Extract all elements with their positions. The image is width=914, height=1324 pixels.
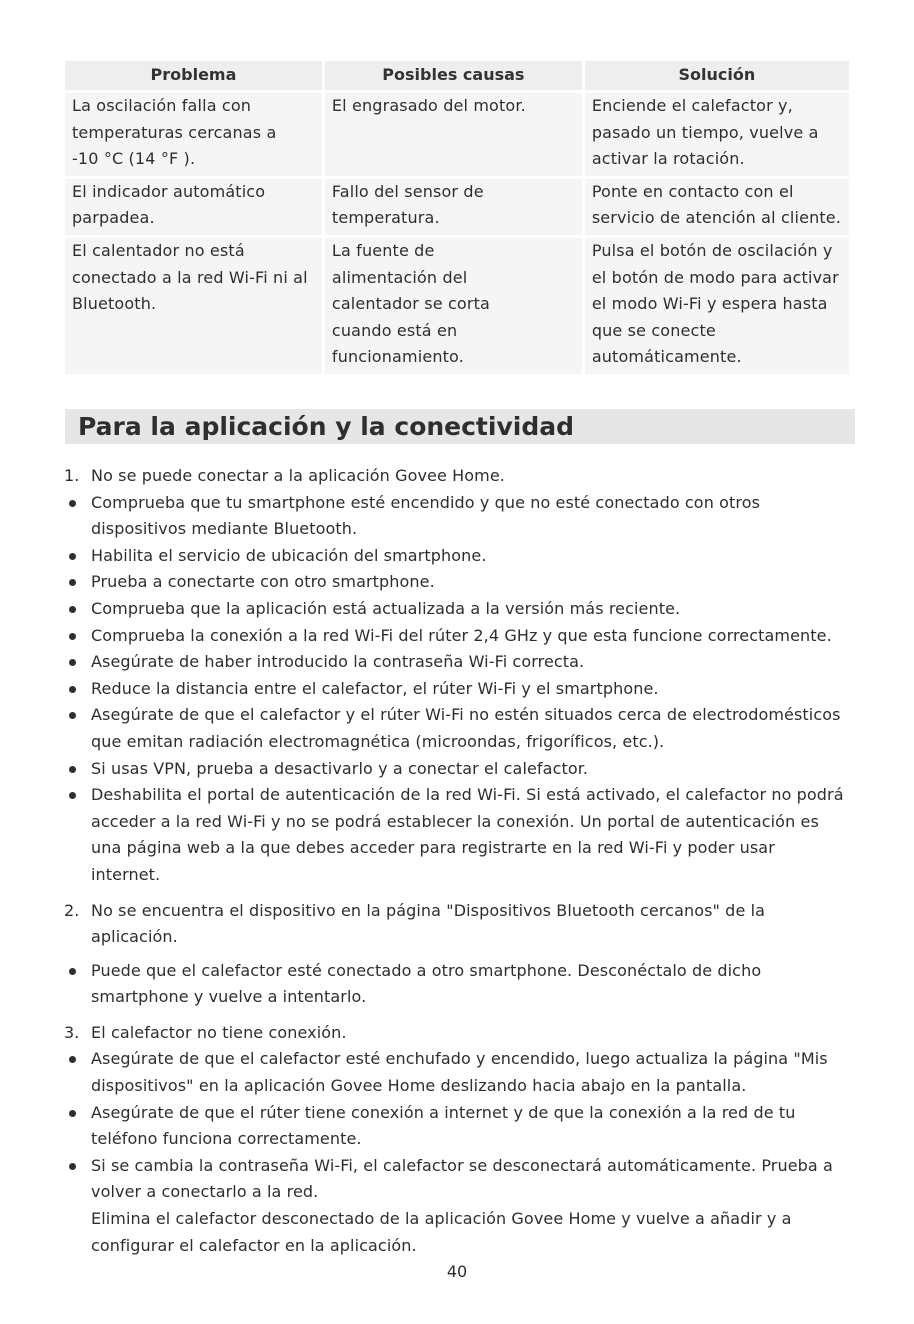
cell-line: funcionamiento. xyxy=(331,347,464,367)
bullet-line: Reduce la distancia entre el calefactor, el rúter Wi-Fi y el smartphone. xyxy=(91,678,659,698)
bullet-item xyxy=(64,623,864,650)
bullet-item xyxy=(64,596,864,623)
cell-line: activar la rotación. xyxy=(591,149,745,169)
bullet-line: Asegúrate de haber introducido la contraseña Wi-Fi correcta. xyxy=(91,652,585,672)
item-line: aplicación. xyxy=(91,927,178,947)
bullet-item xyxy=(64,702,864,755)
bullet-line: internet. xyxy=(91,864,161,884)
bullet-item xyxy=(64,649,864,676)
section-title: Para la aplicación y la conectividad xyxy=(65,409,855,444)
cell-line: El engrasado del motor. xyxy=(331,96,526,115)
bullet-line: dispositivos mediante Bluetooth. xyxy=(91,519,358,539)
bullet-item xyxy=(64,490,864,543)
cell-line: Fallo del sensor de xyxy=(331,181,484,201)
bullet-line: que emitan radiación electromagnética (microondas, frigoríficos, etc.). xyxy=(91,731,665,751)
bullet-line: Comprueba que la aplicación está actualizada a la versión más reciente. xyxy=(91,598,681,618)
cell-line: El indicador automático xyxy=(72,181,266,201)
bullet-line: acceder a la red Wi-Fi y no se podrá establecer la conexión. Un portal de autenticación es xyxy=(91,811,819,831)
bullet-dot-icon xyxy=(69,553,76,560)
troubleshooting-table xyxy=(62,61,852,374)
bullet-dot-icon xyxy=(69,606,76,613)
bullet-item xyxy=(64,756,864,783)
cell-solution xyxy=(585,93,849,179)
bullet-dot-icon xyxy=(69,686,76,693)
bullet-item xyxy=(64,1153,864,1259)
bullet-dot-icon xyxy=(69,712,76,719)
item-line: El calefactor no tiene conexión. xyxy=(91,1022,347,1042)
cell-line: Enciende el calefactor y, xyxy=(591,96,793,115)
cell-line: Pulsa el botón de oscilación y xyxy=(591,240,833,260)
bullet-line: Asegúrate de que el calefactor esté enchufado y encendido, luego actualiza la página "Mis xyxy=(91,1049,828,1069)
bullet-line: Deshabilita el portal de autenticación de la red Wi-Fi. Si está activado, el calefactor no podrá xyxy=(91,785,844,805)
connectivity-list xyxy=(64,463,864,1259)
bullet-item xyxy=(64,543,864,570)
bullet-item xyxy=(64,569,864,596)
cell-line: temperaturas cercanas a xyxy=(72,122,277,142)
bullet-line: Comprueba que tu smartphone esté encendido y que no esté conectado con otros xyxy=(91,492,761,512)
cell-cause xyxy=(325,93,582,179)
numbered-item xyxy=(64,1020,864,1047)
bullet-line: dispositivos" en la aplicación Govee Home deslizando hacia abajo en la pantalla. xyxy=(91,1076,747,1096)
cell-line: calentador se corta xyxy=(331,294,490,314)
header-problem: Problema xyxy=(65,61,322,93)
bullet-item xyxy=(64,782,864,888)
cell-line: alimentación del xyxy=(331,267,468,287)
cell-cause xyxy=(325,179,582,238)
bullet-item xyxy=(64,1046,864,1099)
bullet-dot-icon xyxy=(69,1056,76,1063)
cell-line: conectado a la red Wi-Fi ni al xyxy=(72,267,308,287)
bullet-line: Elimina el calefactor desconectado de la aplicación Govee Home y vuelve a añadir y a xyxy=(91,1209,792,1229)
bullet-line: Habilita el servicio de ubicación del smartphone. xyxy=(91,545,487,565)
cell-line: automáticamente. xyxy=(591,347,742,367)
bullet-dot-icon xyxy=(69,500,76,507)
bullet-dot-icon xyxy=(69,633,76,640)
bullet-line: Si se cambia la contraseña Wi-Fi, el calefactor se desconectará automáticamente. Prueba a xyxy=(91,1155,833,1175)
bullet-line: una página web a la que debes acceder para registrarte en la red Wi-Fi y poder usar xyxy=(91,838,775,858)
cell-problem xyxy=(65,179,322,238)
cell-line: La fuente de xyxy=(331,240,435,260)
bullet-dot-icon xyxy=(69,1163,76,1170)
cell-line: servicio de atención al cliente. xyxy=(591,208,842,228)
cell-problem xyxy=(65,238,322,374)
bullet-line: teléfono funciona correctamente. xyxy=(91,1129,362,1149)
item-number: 2. xyxy=(64,900,80,920)
bullet-dot-icon xyxy=(69,968,76,975)
bullet-line: Puede que el calefactor esté conectado a otro smartphone. Desconéctalo de dicho xyxy=(91,960,762,980)
bullet-line: configurar el calefactor en la aplicación. xyxy=(91,1235,417,1255)
cell-line: -10 °C (14 °F ). xyxy=(72,149,196,169)
bullet-line: Comprueba la conexión a la red Wi-Fi del rúter 2,4 GHz y que esta funcione correctamente. xyxy=(91,625,832,645)
cell-line: La oscilación falla con xyxy=(72,96,252,115)
bullet-dot-icon xyxy=(69,766,76,773)
table-row xyxy=(65,93,849,179)
cell-line: que se conecte xyxy=(591,320,716,340)
bullet-dot-icon xyxy=(69,579,76,586)
cell-line: pasado un tiempo, vuelve a xyxy=(591,122,819,142)
table-header-row xyxy=(65,61,849,93)
item-line: No se puede conectar a la aplicación Govee Home. xyxy=(91,466,505,485)
page-number: 40 xyxy=(446,1262,468,1281)
cell-problem xyxy=(65,93,322,179)
cell-line: Bluetooth. xyxy=(72,294,157,314)
bullet-item xyxy=(64,1100,864,1153)
numbered-item xyxy=(64,898,864,951)
item-number: 3. xyxy=(64,1022,80,1042)
cell-line: el botón de modo para activar xyxy=(591,267,839,287)
bullet-item xyxy=(64,676,864,703)
cell-line: parpadea. xyxy=(72,208,155,228)
bullet-line: Asegúrate de que el calefactor y el rúter Wi-Fi no estén situados cerca de electrodomésticos xyxy=(91,705,841,725)
bullet-dot-icon xyxy=(69,659,76,666)
cell-solution xyxy=(585,179,849,238)
numbered-item xyxy=(64,463,864,490)
bullet-dot-icon xyxy=(69,792,76,799)
table-row xyxy=(65,238,849,374)
cell-line: temperatura. xyxy=(331,208,440,228)
header-causes: Posibles causas xyxy=(325,61,582,93)
cell-line: el modo Wi-Fi y espera hasta xyxy=(591,294,828,314)
item-line: No se encuentra el dispositivo en la página "Dispositivos Bluetooth cercanos" de la xyxy=(91,900,766,920)
bullet-item xyxy=(64,958,864,1011)
cell-solution xyxy=(585,238,849,374)
bullet-line: smartphone y vuelve a intentarlo. xyxy=(91,987,367,1007)
cell-cause xyxy=(325,238,582,374)
bullet-line: Si usas VPN, prueba a desactivarlo y a conectar el calefactor. xyxy=(91,758,589,778)
bullet-line: Prueba a conectarte con otro smartphone. xyxy=(91,572,435,592)
cell-line: Ponte en contacto con el xyxy=(591,181,794,201)
table-row xyxy=(65,179,849,238)
bullet-dot-icon xyxy=(69,1110,76,1117)
bullet-line: Asegúrate de que el rúter tiene conexión a internet y de que la conexión a la red de tu xyxy=(91,1102,796,1122)
cell-line: cuando está en xyxy=(331,320,458,340)
header-solution: Solución xyxy=(585,61,849,93)
item-number: 1. xyxy=(64,466,80,485)
cell-line: El calentador no está xyxy=(72,240,245,260)
bullet-line: volver a conectarlo a la red. xyxy=(91,1182,319,1202)
